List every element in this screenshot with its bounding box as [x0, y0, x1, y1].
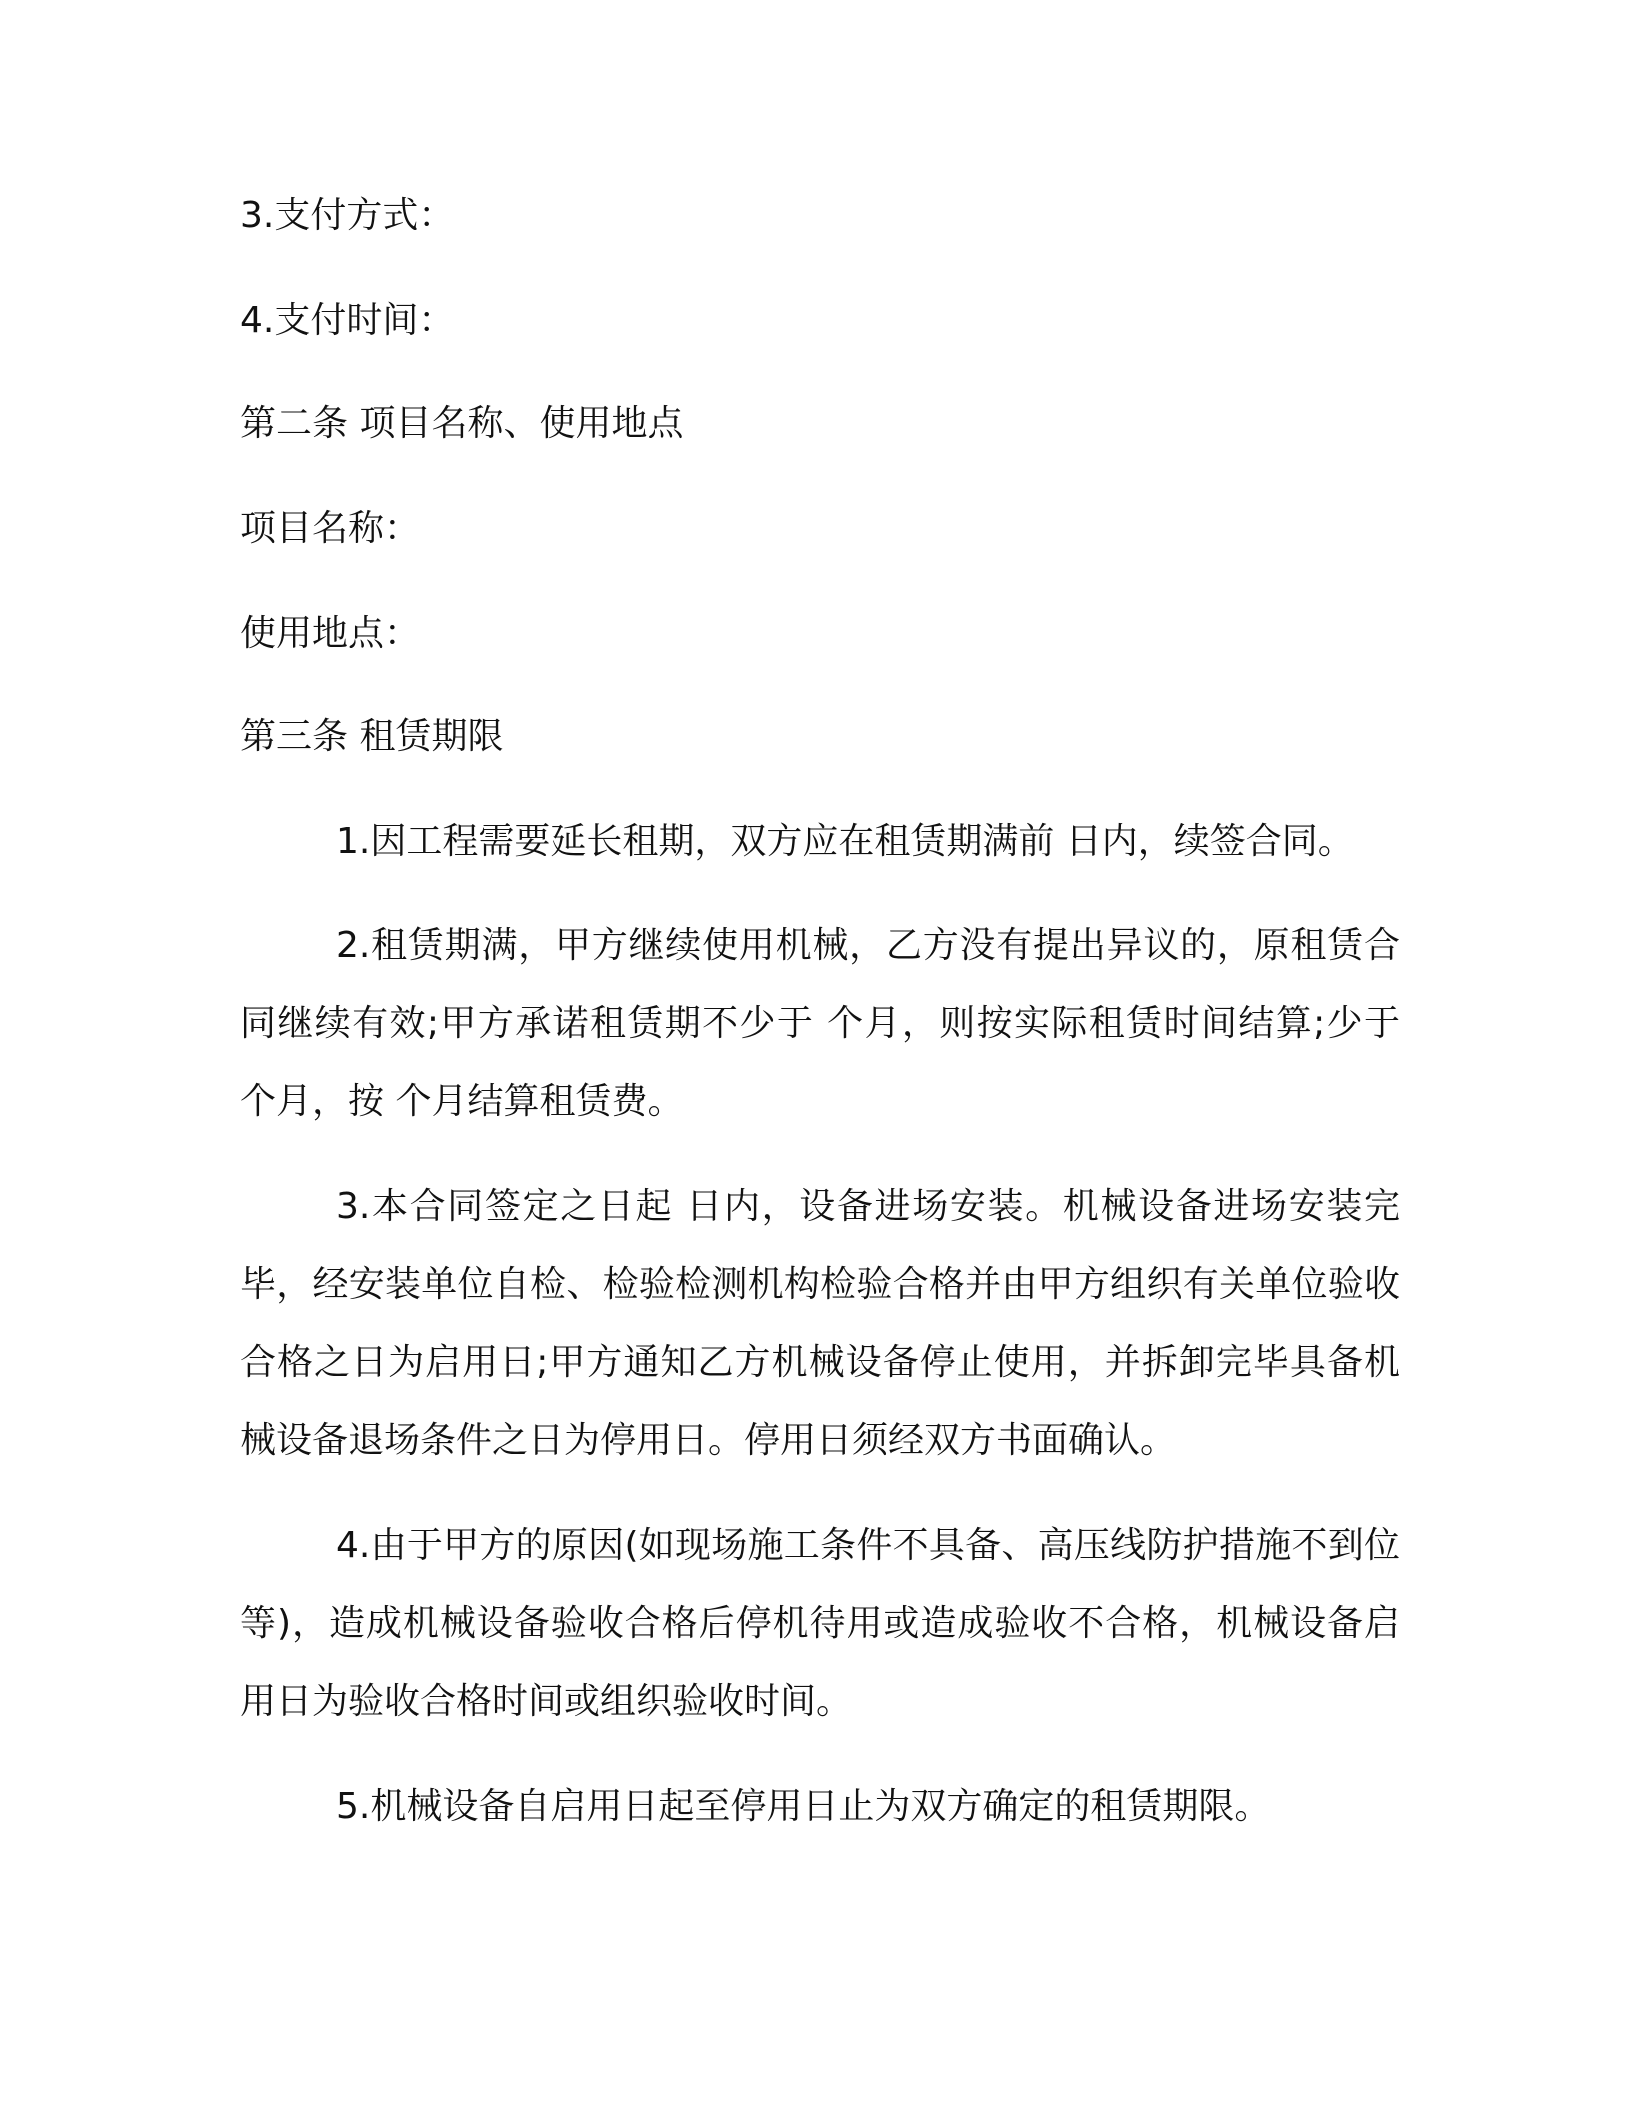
payment-time-line: 4.支付时间：	[240, 300, 455, 341]
clause-2-paragraph: 2.租赁期满，甲方继续使用机械，乙方没有提出异议的，原租赁合同继续有效;甲方承诺租赁期不少于 个月，则按实际租赁时间结算;少于 个月，按 个月结算租赁费。	[240, 925, 1400, 1122]
article-three-heading: 第三条 租赁期限	[240, 716, 504, 757]
clause-1-line: 1.因工程需要延长租期，双方应在租赁期满前 日内，续签合同。	[336, 821, 1354, 862]
clause-4-paragraph: 4.由于甲方的原因(如现场施工条件不具备、高压线防护措施不到位等)，造成机械设备验收合格后停机待用或造成验收不合格，机械设备启用日为验收合格时间或组织验收时间。	[240, 1525, 1400, 1722]
payment-method-line: 3.支付方式：	[240, 195, 455, 236]
clause-3-paragraph: 3.本合同签定之日起 日内，设备进场安装。机械设备进场安装完毕，经安装单位自检、检验检测机构检验合格并由甲方组织有关单位验收合格之日为启用日;甲方通知乙方机械设备停止使用，并拆卸完毕具备机械设备退场条件之日为停用日。停用日须经双方书面确认。	[240, 1186, 1400, 1461]
article-two-heading: 第二条 项目名称、使用地点	[240, 403, 684, 444]
clause-5-paragraph: 5.机械设备自启用日起至停用日止为双方确定的租赁期限。	[336, 1786, 1271, 1827]
project-name-line: 项目名称：	[240, 508, 421, 549]
usage-location-line: 使用地点：	[240, 613, 421, 654]
